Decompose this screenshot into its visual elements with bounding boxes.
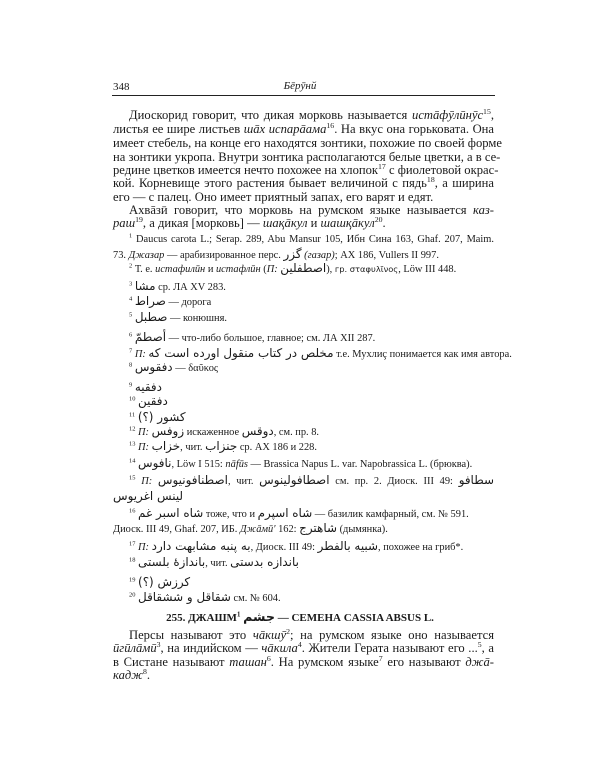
text-run: , на индийском — — [160, 641, 262, 655]
arabic-term: دفقيه — [134, 380, 162, 394]
text-run: , Löw III 448. — [398, 264, 457, 275]
text-run: ср. ЛА XV 283. — [155, 282, 226, 293]
footnote-ref: 18 — [129, 556, 136, 564]
italic-term: П: — [266, 264, 278, 275]
arabic-term: شاهترج — [299, 521, 337, 535]
footnote-line — [129, 439, 494, 455]
text-run: кой. Корневище этого растения бывает величиной с пядь — [113, 176, 427, 190]
footnote-ref: 1 — [236, 611, 241, 619]
arabic-term: سطافو — [458, 473, 494, 487]
text-run: ( — [260, 264, 267, 275]
text-run: тоже, что и — [203, 509, 258, 520]
footnote-ref: 5 — [477, 639, 482, 649]
text-line — [113, 176, 494, 190]
footnote-line — [129, 590, 494, 606]
italic-term: П: — [141, 476, 153, 487]
text-line — [113, 122, 494, 136]
arabic-term: جشم — [243, 609, 275, 624]
text-line — [113, 655, 494, 669]
running-title: Бēрӯнй — [283, 80, 317, 92]
arabic-term: اصطنافونيوس — [157, 473, 228, 487]
arabic-term: زوفس — [151, 424, 185, 438]
arabic-term: اصطافولينوس — [259, 473, 330, 487]
footnote-line — [129, 539, 494, 555]
footnote-ref: 5 — [129, 311, 133, 319]
arabic-term: به پنبه مشابهت دارد — [151, 539, 251, 553]
footnote-ref: 3 — [129, 280, 133, 288]
footnote-ref: 10 — [129, 395, 136, 403]
text-run: и — [205, 264, 216, 275]
footnote-ref: 17 — [129, 540, 136, 548]
footnote-ref: 12 — [129, 425, 136, 433]
footnote-ref: 4 — [297, 639, 302, 649]
italic-term: П: — [138, 542, 150, 553]
text-run: ; АХ 186, Vullers II 997. — [334, 250, 439, 261]
text-run: Персы называют это — [129, 628, 253, 642]
footnote-ref: 3 — [156, 639, 161, 649]
footnote-line — [129, 310, 494, 326]
text-run: , а ширина — [434, 176, 495, 190]
footnote-line — [129, 294, 494, 310]
text-run: — базилик камфарный, см. № 591. — [312, 509, 469, 520]
entry-heading — [0, 610, 600, 625]
text-run: — Brassica Napus L. var. Napobrassica L. (брюква). — [247, 459, 473, 470]
arabic-term: نافوس — [138, 456, 172, 470]
italic-term: истафлӣн — [215, 264, 261, 275]
text-run: Ахвāзӣ говорит, что морковь на румском языке называется — [129, 203, 474, 217]
text-run: с фиолетовой окрас- — [385, 163, 499, 177]
text-line — [129, 628, 494, 642]
text-run: редине цветков имеется нечто похожее на хлопок — [113, 163, 379, 177]
arabic-term: شقاقل و ششقاقل — [138, 590, 231, 604]
arabic-term: دفقين — [138, 394, 168, 408]
footnote-line — [129, 330, 494, 346]
text-run: ), — [326, 264, 335, 275]
arabic-term: باندازه بدستی — [230, 555, 299, 569]
italic-term: П: — [138, 442, 150, 453]
text-run: , — [490, 108, 494, 122]
footnote-line — [129, 456, 494, 472]
text-run: Диоск. III 49, Ghaf. 207, ИБ. — [113, 524, 240, 535]
footnote-ref: 20 — [129, 591, 136, 599]
arabic-term: كشور (؟) — [137, 410, 186, 424]
text-run: . На вкус она горьковата. Она — [334, 122, 494, 136]
text-run: , чит. — [180, 442, 206, 453]
entry-title: 255. ДЖАШМ — [166, 612, 237, 624]
text-run: , Löw I 515: — [171, 459, 226, 470]
italic-term: кадж — [113, 668, 143, 682]
footnote-ref: 9 — [129, 381, 133, 389]
footnote-line — [129, 394, 494, 410]
text-line — [113, 161, 499, 177]
arabic-term: كرزش (؟) — [138, 575, 191, 589]
footnote-ref: 15 — [483, 106, 491, 116]
text-run: , а — [481, 641, 494, 655]
text-run: — арабизированное перс. — [164, 250, 284, 261]
italic-term: каз- — [473, 203, 494, 217]
text-run: т.е. Мухлиç понимается как имя автора. — [333, 349, 512, 360]
footnote-line — [129, 261, 494, 277]
footnote-ref: 17 — [378, 161, 386, 171]
footnote-ref: 4 — [129, 295, 133, 303]
italic-term: П: — [138, 427, 150, 438]
italic-term: шақāкул — [262, 216, 308, 230]
text-run: — конюшня. — [167, 313, 227, 324]
arabic-term: جنزاب — [205, 439, 238, 453]
arabic-term: صطبل — [134, 310, 168, 324]
italic-term: джā- — [465, 655, 494, 669]
text-run: . На румском языке — [270, 655, 379, 669]
text-run: . — [146, 668, 151, 682]
footnote-line — [113, 489, 494, 505]
page-number: 348 — [113, 81, 130, 93]
text-run: Т. е. — [132, 264, 156, 275]
arabic-term: شبيه بالفطر — [317, 539, 379, 553]
footnote-ref: 11 — [129, 411, 136, 419]
text-run: его называют — [382, 655, 466, 669]
italic-term: nāfūs — [225, 459, 248, 470]
italic-term: шашқāкул — [320, 216, 375, 230]
italic-term: чāкшӯ — [252, 628, 287, 642]
footnote-ref: 15 — [129, 474, 136, 482]
footnote-ref: 16 — [129, 507, 136, 515]
arabic-term: دوقس — [241, 424, 274, 438]
text-line — [113, 190, 494, 204]
text-line — [113, 216, 494, 230]
italic-term: чāкила — [261, 641, 298, 655]
footnote-ref: 8 — [142, 666, 147, 676]
arabic-term: اصطفلين — [280, 261, 327, 275]
footnote-ref: 8 — [129, 361, 133, 369]
text-run: 73. — [113, 250, 129, 261]
text-run: на зонтики укропа. Внутри зонтика располагаются белые цветки, а в се- — [113, 150, 501, 164]
arabic-term: گزر — [283, 247, 302, 261]
arabic-term: شاه اسپرم — [257, 506, 313, 520]
text-line — [129, 108, 494, 122]
text-run: 162: — [275, 524, 300, 535]
footnote-ref: 6 — [129, 331, 133, 339]
text-run: — дорога — [165, 297, 212, 308]
text-line — [113, 150, 501, 164]
text-line — [113, 641, 494, 655]
footnote-ref: 7 — [378, 653, 383, 663]
italic-term: Джазар — [128, 250, 165, 261]
arabic-term: باندازهٔ بلستی — [138, 555, 206, 569]
footnote-line — [129, 473, 494, 489]
arabic-term: لينس اغريوس — [113, 489, 184, 503]
text-run: , похожее на гриб*. — [378, 542, 464, 553]
text-run: , чит. — [205, 558, 231, 569]
italic-term: раш — [113, 216, 136, 230]
text-run: . Жители Герата называют его ... — [301, 641, 478, 655]
text-run: , чит. — [227, 476, 260, 487]
text-run: его — с палец. Оно имеет приятный запах, его варят и едят. — [113, 190, 434, 204]
footnote-line — [129, 279, 494, 295]
arabic-term: مخلص در کتاب منقول اورده است که — [148, 346, 334, 360]
arabic-term: صراط — [134, 294, 166, 308]
italic-term: Джāмӣ' — [239, 524, 276, 535]
footnote-line — [129, 424, 494, 440]
text-line — [113, 136, 502, 150]
footnote-ref: 7 — [129, 347, 133, 355]
text-run: . — [382, 216, 386, 230]
greek-term: гр. σταφυλῖνος — [334, 264, 399, 274]
arabic-term: دفقوس — [134, 360, 173, 374]
text-line — [129, 203, 494, 217]
text-run: — δαῦκος — [172, 363, 219, 374]
text-run: — что-либо большое, главное; см. ЛА XII 287. — [166, 333, 376, 344]
text-run: Диоскорид говорит, что дикая морковь называется — [129, 108, 413, 122]
text-run: , а дикая [морковь] — — [142, 216, 263, 230]
footnote-ref: 1 — [129, 232, 133, 240]
italic-term: ӣгӣлāмӣ — [113, 641, 157, 655]
text-run: имеет стебель, на конце его находятся зонтики, похожие по своей форме — [113, 136, 502, 150]
footnote-ref: 2 — [129, 262, 133, 270]
text-run: в Систане называют — [113, 655, 230, 669]
footnote-ref: 19 — [129, 576, 136, 584]
text-run: ; на румском языке оно называется — [290, 628, 494, 642]
italic-term: ташан — [229, 655, 267, 669]
text-run: (дымянка). — [336, 524, 388, 535]
entry-subtitle: — СЕМЕНА CASSIA ABSUS L. — [274, 612, 434, 624]
italic-term: истāфӯлӣнӯс — [412, 108, 484, 122]
footnote-ref: 19 — [135, 214, 143, 224]
italic-term: шāх испарāама — [243, 122, 327, 136]
footnote-line — [129, 233, 494, 247]
footnote-line — [129, 575, 494, 591]
text-run: , Диоск. III 49: — [250, 542, 318, 553]
text-run: листья ее шире листьев — [113, 122, 244, 136]
footnote-line — [129, 555, 494, 571]
text-run: см. пр. 2. Диоск. III 49: — [329, 476, 459, 487]
footnote-line — [129, 506, 494, 522]
text-run: ср. АХ 186 и 228. — [237, 442, 317, 453]
italic-term: истафилӣн — [155, 264, 206, 275]
italic-term: П: — [134, 349, 146, 360]
text-line — [113, 668, 494, 682]
footnote-ref: 14 — [129, 457, 136, 465]
text-run: , см. пр. 8. — [273, 427, 320, 438]
footnote-ref: 20 — [374, 214, 383, 224]
header-rule — [112, 95, 495, 96]
arabic-term: أصطمّ — [134, 330, 167, 344]
text-run: см. № 604. — [230, 593, 281, 604]
footnote-line — [129, 360, 494, 376]
italic-term: (газар) — [304, 250, 335, 261]
text-run: искаженное — [184, 427, 242, 438]
footnote-ref: 2 — [286, 626, 291, 636]
footnote-ref: 18 — [426, 174, 435, 184]
arabic-term: شاه اسبر غم — [138, 506, 204, 520]
footnote-ref: 6 — [266, 653, 271, 663]
footnote-ref: 13 — [129, 440, 136, 448]
arabic-term: مشا — [134, 279, 156, 293]
footnote-ref: 16 — [326, 120, 335, 130]
text-run: и — [307, 216, 321, 230]
arabic-term: خزاب — [151, 439, 181, 453]
footnote-line — [113, 521, 494, 537]
text-run: Daucus carota L.; Serap. 289, Abu Mansur 105, Ибн Сина 163, Ghaf. 207, Maim. — [132, 234, 494, 245]
